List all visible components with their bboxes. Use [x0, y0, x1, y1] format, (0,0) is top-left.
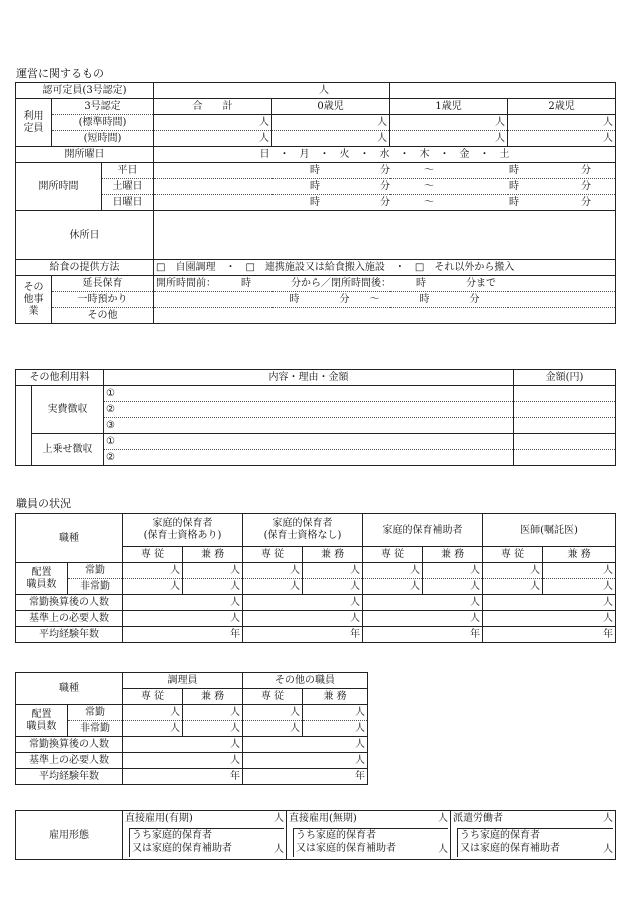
- dispatch-sub[interactable]: うち家庭的保育者 又は家庭的保育補助者 人: [451, 826, 616, 859]
- extra-2[interactable]: ②: [104, 450, 514, 466]
- hijoukin-label: 非常勤: [68, 579, 123, 595]
- joukin-label-2: 常勤: [68, 705, 123, 721]
- open-days-label: 開所曜日: [16, 147, 154, 163]
- short-total[interactable]: 人: [154, 131, 272, 147]
- heikin-cell[interactable]: 年: [123, 627, 243, 643]
- senju-5: 専 従: [123, 689, 183, 705]
- hijoukin-cell[interactable]: 人: [303, 579, 363, 595]
- section-title-operation: 運営に関するもの: [16, 67, 104, 80]
- joukin-cell[interactable]: 人: [423, 563, 483, 579]
- assistant-header: 家庭的保育補助者: [363, 514, 483, 547]
- kanzan-cell[interactable]: 人: [123, 737, 243, 753]
- weekday-label: 平日: [102, 163, 154, 179]
- cook-header: 調理員: [123, 673, 243, 689]
- extra-fee-label: 上乗せ徴収: [32, 434, 104, 466]
- direct-fixed[interactable]: 直接雇用(有期) 人: [123, 811, 287, 827]
- direct-open-sub[interactable]: うち家庭的保育者 又は家庭的保育補助者 人: [287, 826, 451, 859]
- meal-label: 給食の提供方法: [16, 260, 154, 276]
- kijun-label-2: 基準上の必要人数: [16, 753, 123, 769]
- senju-6: 専 従: [243, 689, 303, 705]
- kanzan-cell[interactable]: 人: [483, 595, 616, 611]
- shokushu-label-2: 職種: [16, 673, 123, 705]
- heikin-label: 平均経験年数: [16, 627, 123, 643]
- kenmu-1: 兼 務: [183, 547, 243, 563]
- actual-2[interactable]: ②: [104, 402, 514, 418]
- capacity-label: 認可定員(3号認定): [16, 83, 154, 99]
- short-age0[interactable]: 人: [272, 131, 390, 147]
- std-age0[interactable]: 人: [272, 115, 390, 131]
- short-age2[interactable]: 人: [508, 131, 616, 147]
- capacity-empty: [390, 83, 616, 99]
- age1-header: 1歳児: [390, 99, 508, 115]
- joukin-cell[interactable]: 人: [483, 563, 543, 579]
- total-header: 合 計: [154, 99, 272, 115]
- joukin-cell[interactable]: 人: [123, 563, 183, 579]
- joukin-cell[interactable]: 人: [243, 705, 303, 721]
- kh-unqualified-header: 家庭的保育者 (保育士資格なし): [243, 514, 363, 547]
- capacity-value[interactable]: 人: [154, 83, 390, 99]
- hijoukin-cell[interactable]: 人: [123, 721, 183, 737]
- fees-amount-header: 金額(円): [514, 370, 616, 386]
- hijoukin-cell[interactable]: 人: [183, 721, 243, 737]
- saturday-label: 土曜日: [102, 179, 154, 195]
- koyou-label: 雇用形態: [16, 811, 123, 860]
- kijun-cell[interactable]: 人: [123, 611, 243, 627]
- kijun-cell[interactable]: 人: [243, 753, 368, 769]
- shokushu-label: 職種: [16, 514, 123, 563]
- other-business-label: その 他事 業: [16, 276, 52, 324]
- saturday-hours[interactable]: 時 分 ～ 時 分: [154, 179, 616, 195]
- kijun-cell[interactable]: 人: [243, 611, 363, 627]
- haichi-label: 配置 職員数: [16, 563, 68, 595]
- fees-table: [15, 369, 616, 466]
- joukin-cell[interactable]: 人: [363, 563, 423, 579]
- hijoukin-cell[interactable]: 人: [423, 579, 483, 595]
- sango-label: 3号認定: [52, 99, 154, 115]
- actual-2-amount[interactable]: [514, 402, 616, 418]
- staff-table-1: [15, 513, 616, 643]
- kenmu-2: 兼 務: [303, 547, 363, 563]
- kijun-cell[interactable]: 人: [483, 611, 616, 627]
- section-title-staff: 職員の状況: [16, 497, 71, 510]
- hijoukin-cell[interactable]: 人: [303, 721, 368, 737]
- doctor-header: 医師(嘱託医): [483, 514, 616, 547]
- kanzan-cell[interactable]: 人: [123, 595, 243, 611]
- heikin-cell[interactable]: 年: [243, 627, 363, 643]
- direct-fixed-sub[interactable]: うち家庭的保育者 又は家庭的保育補助者 人: [123, 826, 287, 859]
- dispatch[interactable]: 派遣労働者 人: [451, 811, 616, 827]
- kanzan-cell[interactable]: 人: [243, 737, 368, 753]
- std-age1[interactable]: 人: [390, 115, 508, 131]
- closed-days-label: 休所日: [16, 211, 154, 260]
- joukin-cell[interactable]: 人: [303, 705, 368, 721]
- joukin-label: 常勤: [68, 563, 123, 579]
- other-service-field[interactable]: [154, 308, 616, 324]
- kijun-cell[interactable]: 人: [363, 611, 483, 627]
- actual-3-amount[interactable]: [514, 418, 616, 434]
- extended-label: 延長保育: [52, 276, 154, 292]
- closed-days-field[interactable]: [154, 211, 616, 260]
- senju-2: 専 従: [243, 547, 303, 563]
- employment-table: [15, 810, 616, 860]
- heikin-cell[interactable]: 年: [363, 627, 483, 643]
- kanzan-label: 常勤換算後の人数: [16, 595, 123, 611]
- fees-indent: [16, 386, 32, 466]
- hijoukin-cell[interactable]: 人: [483, 579, 543, 595]
- extra-1[interactable]: ①: [104, 434, 514, 450]
- heikin-cell[interactable]: 年: [123, 769, 243, 785]
- hijoukin-cell[interactable]: 人: [363, 579, 423, 595]
- other-service-label: その他: [52, 308, 154, 324]
- joukin-cell[interactable]: 人: [243, 563, 303, 579]
- weekday-hours[interactable]: 時 分 ～ 時 分: [154, 163, 616, 179]
- std-total[interactable]: 人: [154, 115, 272, 131]
- kanzan-label-2: 常勤換算後の人数: [16, 737, 123, 753]
- joukin-cell[interactable]: 人: [123, 705, 183, 721]
- kijun-cell[interactable]: 人: [123, 753, 243, 769]
- open-days-options[interactable]: 日 ・ 月 ・ 火 ・ 水 ・ 木 ・ 金 ・ 土: [154, 147, 616, 163]
- other-staff-header: その他の職員: [243, 673, 368, 689]
- heikin-cell[interactable]: 年: [483, 627, 616, 643]
- standard-label: (標準時間): [52, 115, 154, 131]
- kenmu-3: 兼 務: [423, 547, 483, 563]
- hours-label: 開所時間: [16, 163, 102, 211]
- joukin-cell[interactable]: 人: [543, 563, 616, 579]
- kh-qualified-header: 家庭的保育者 (保育士資格あり): [123, 514, 243, 547]
- std-age2[interactable]: 人: [508, 115, 616, 131]
- riyou-label: 利用 定員: [16, 99, 52, 147]
- actual-1-amount[interactable]: [514, 386, 616, 402]
- hijoukin-cell[interactable]: 人: [183, 579, 243, 595]
- senju-4: 専 従: [483, 547, 543, 563]
- temporary-label: 一時預かり: [52, 292, 154, 308]
- actual-cost-label: 実費徴収: [32, 386, 104, 434]
- haichi-label-2: 配置 職員数: [16, 705, 68, 737]
- short-label: (短時間): [52, 131, 154, 147]
- age0-header: 0歳児: [272, 99, 390, 115]
- senju-3: 専 従: [363, 547, 423, 563]
- actual-3[interactable]: ③: [104, 418, 514, 434]
- kanzan-cell[interactable]: 人: [243, 595, 363, 611]
- age2-header: 2歳児: [508, 99, 616, 115]
- hijoukin-cell[interactable]: 人: [543, 579, 616, 595]
- temporary-field[interactable]: 時 分 ～ 時 分: [154, 292, 616, 308]
- kanzan-cell[interactable]: 人: [363, 595, 483, 611]
- fees-label: その他利用料: [16, 370, 104, 386]
- short-age1[interactable]: 人: [390, 131, 508, 147]
- extended-field[interactable]: 開所時間前： 時 分から／閉所時間後： 時 分まで: [154, 276, 616, 292]
- joukin-cell[interactable]: 人: [183, 563, 243, 579]
- fees-content-header: 内容・理由・金額: [104, 370, 514, 386]
- kenmu-4: 兼 務: [543, 547, 616, 563]
- kijun-label: 基準上の必要人数: [16, 611, 123, 627]
- kenmu-5: 兼 務: [183, 689, 243, 705]
- staff-table-2: [15, 672, 368, 785]
- sunday-label: 日曜日: [102, 195, 154, 211]
- senju-1: 専 従: [123, 547, 183, 563]
- joukin-cell[interactable]: 人: [183, 705, 243, 721]
- extra-2-amount[interactable]: [514, 450, 616, 466]
- operation-table: [15, 82, 616, 324]
- joukin-cell[interactable]: 人: [303, 563, 363, 579]
- kenmu-6: 兼 務: [303, 689, 368, 705]
- direct-open[interactable]: 直接雇用(無期) 人: [287, 811, 451, 827]
- heikin-label-2: 平均経験年数: [16, 769, 123, 785]
- sunday-hours[interactable]: 時 分 ～ 時 分: [154, 195, 616, 211]
- heikin-cell[interactable]: 年: [243, 769, 368, 785]
- hijoukin-cell[interactable]: 人: [243, 579, 303, 595]
- hijoukin-cell[interactable]: 人: [243, 721, 303, 737]
- meal-options[interactable]: □ 自園調理 ・ □ 連携施設又は給食搬入施設 ・ □ それ以外から搬入: [154, 260, 616, 276]
- actual-1[interactable]: ①: [104, 386, 514, 402]
- hijoukin-cell[interactable]: 人: [123, 579, 183, 595]
- extra-1-amount[interactable]: [514, 434, 616, 450]
- hijoukin-label-2: 非常勤: [68, 721, 123, 737]
